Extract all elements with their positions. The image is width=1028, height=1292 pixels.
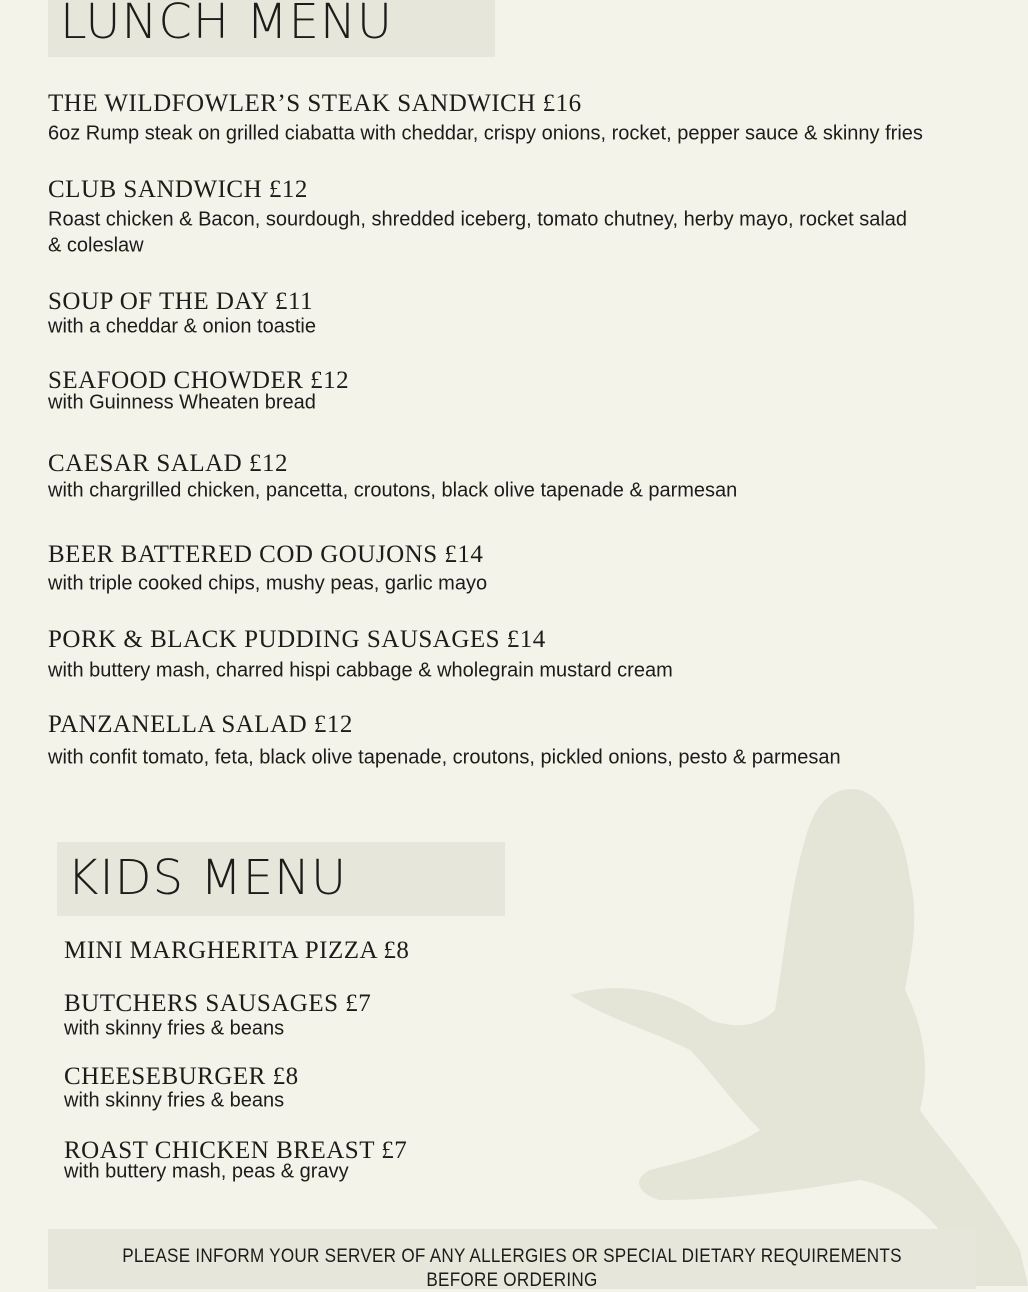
menu-item-name: SOUP OF THE DAY £11 — [48, 288, 314, 315]
menu-item-desc: & coleslaw — [48, 234, 144, 257]
menu-item-desc: with chargrilled chicken, pancetta, croutons, black olive tapenade & parmesan — [48, 479, 738, 502]
menu-item-name: CAESAR SALAD £12 — [48, 450, 288, 477]
menu-item-desc: with buttery mash, charred hispi cabbage & wholegrain mustard cream — [48, 659, 673, 682]
menu-item-name: PANZANELLA SALAD £12 — [48, 711, 353, 738]
allergy-notice-line1: PLEASE INFORM YOUR SERVER OF ANY ALLERGIES OR SPECIAL DIETARY REQUIREMENTS — [122, 1246, 902, 1267]
kids-item-name: BUTCHERS SAUSAGES £7 — [64, 990, 372, 1017]
menu-item-desc: Roast chicken & Bacon, sourdough, shredded iceberg, tomato chutney, herby mayo, rocket salad — [48, 208, 908, 231]
kids-item-desc: with skinny fries & beans — [64, 1017, 285, 1040]
menu-item-name: PORK & BLACK PUDDING SAUSAGES £14 — [48, 626, 546, 653]
pheasant-watermark-icon — [560, 780, 1028, 1286]
allergy-notice-line2: BEFORE ORDERING — [426, 1270, 598, 1291]
menu-item-name: THE WILDFOWLER’S STEAK SANDWICH £16 — [48, 90, 582, 117]
kids-item-name: MINI MARGHERITA PIZZA £8 — [64, 937, 410, 964]
menu-item-name: BEER BATTERED COD GOUJONS £14 — [48, 541, 484, 568]
kids-item-name: CHEESEBURGER £8 — [64, 1063, 299, 1090]
menu-item-desc: with a cheddar & onion toastie — [48, 315, 316, 338]
kids-item-name: ROAST CHICKEN BREAST £7 — [64, 1137, 408, 1164]
menu-item-name: SEAFOOD CHOWDER £12 — [48, 367, 350, 394]
lunch-menu-title: LUNCH MENU — [60, 0, 394, 50]
menu-item-desc: with Guinness Wheaten bread — [48, 391, 316, 414]
kids-item-desc: with skinny fries & beans — [64, 1089, 285, 1112]
menu-item-desc: with triple cooked chips, mushy peas, garlic mayo — [48, 572, 488, 595]
menu-item-name: CLUB SANDWICH £12 — [48, 176, 308, 203]
kids-menu-title: KIDS MENU — [67, 850, 348, 906]
menu-item-desc: 6oz Rump steak on grilled ciabatta with cheddar, crispy onions, rocket, pepper sauce & skinny fries — [48, 122, 923, 145]
menu-item-desc: with confit tomato, feta, black olive tapenade, croutons, pickled onions, pesto & parmesan — [48, 746, 841, 769]
kids-item-desc: with buttery mash, peas & gravy — [64, 1160, 349, 1183]
